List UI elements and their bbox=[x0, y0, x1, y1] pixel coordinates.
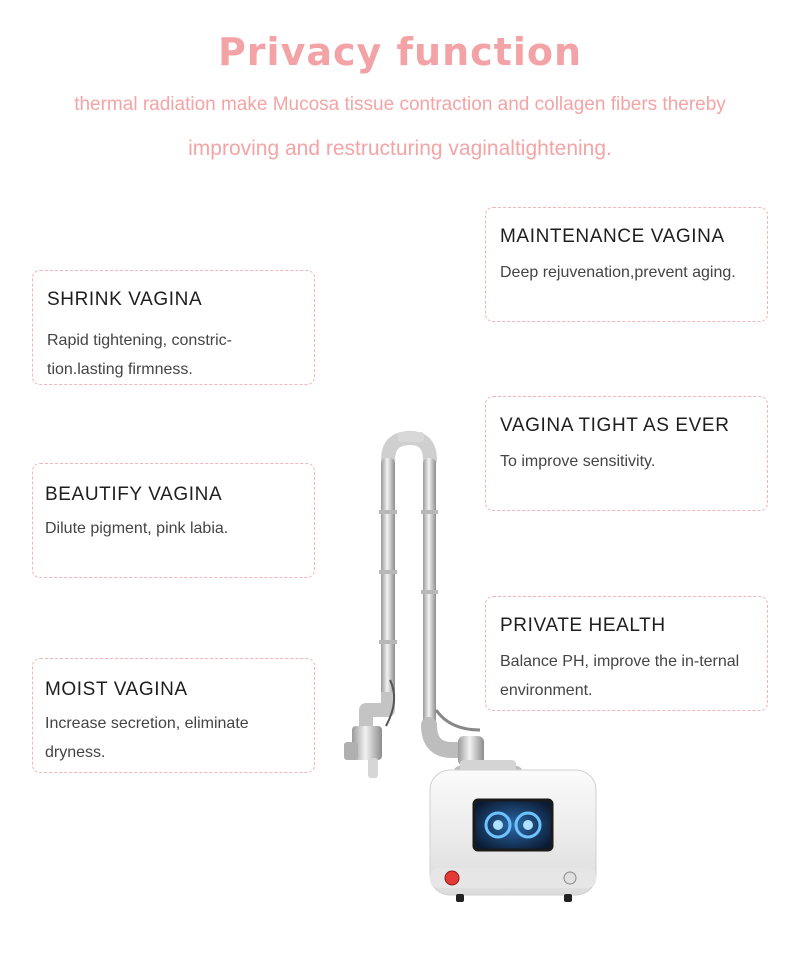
card-maintenance-vagina bbox=[485, 207, 768, 322]
card-title: PRIVATE HEALTH bbox=[500, 615, 666, 636]
screen-dial-right-inner bbox=[523, 820, 533, 830]
card-beautify-vagina bbox=[32, 463, 315, 578]
arm-joint bbox=[421, 510, 438, 514]
card-description: Dilute pigment, pink labia. bbox=[45, 520, 229, 537]
card-title: BEAUTIFY VAGINA bbox=[45, 484, 223, 505]
arm-joint bbox=[421, 590, 438, 594]
cable bbox=[436, 710, 480, 730]
page-title: Privacy function bbox=[217, 30, 583, 74]
laser-machine-image bbox=[330, 430, 620, 910]
machine-foot bbox=[564, 894, 572, 902]
arm-left-tube bbox=[381, 458, 395, 698]
machine-foot bbox=[456, 894, 464, 902]
card-description: Increase secretion, eliminate dryness. bbox=[45, 715, 249, 761]
card-description: Rapid tightening, constric-tion.lasting firmness. bbox=[47, 332, 232, 378]
key-switch bbox=[564, 872, 576, 884]
card-title: MAINTENANCE VAGINA bbox=[500, 226, 725, 247]
card-description: Deep rejuvenation,prevent aging. bbox=[500, 264, 736, 281]
card-title: MOIST VAGINA bbox=[45, 679, 188, 700]
card-title: SHRINK VAGINA bbox=[47, 289, 203, 310]
arm-joint bbox=[379, 640, 397, 644]
handpiece-elbow bbox=[366, 692, 388, 730]
card-description: To improve sensitivity. bbox=[500, 453, 656, 470]
arm-cap bbox=[398, 432, 424, 442]
handpiece-nozzle bbox=[368, 758, 378, 778]
screen-dial-left-inner bbox=[493, 820, 503, 830]
subtitle-line-2: improving and restructuring vaginaltightening. bbox=[188, 137, 612, 160]
arm-joint bbox=[379, 570, 397, 574]
emergency-stop-button bbox=[445, 871, 459, 885]
handpiece-tip bbox=[344, 742, 358, 760]
card-moist-vagina bbox=[32, 658, 315, 773]
card-title: VAGINA TIGHT AS EVER bbox=[500, 415, 730, 436]
card-shrink-vagina bbox=[32, 270, 315, 385]
arm-joint bbox=[379, 510, 397, 514]
card-description: Balance PH, improve the in-ternal environment. bbox=[500, 653, 740, 699]
subtitle-line-1: thermal radiation make Mucosa tissue contraction and collagen fibers thereby bbox=[74, 94, 726, 115]
